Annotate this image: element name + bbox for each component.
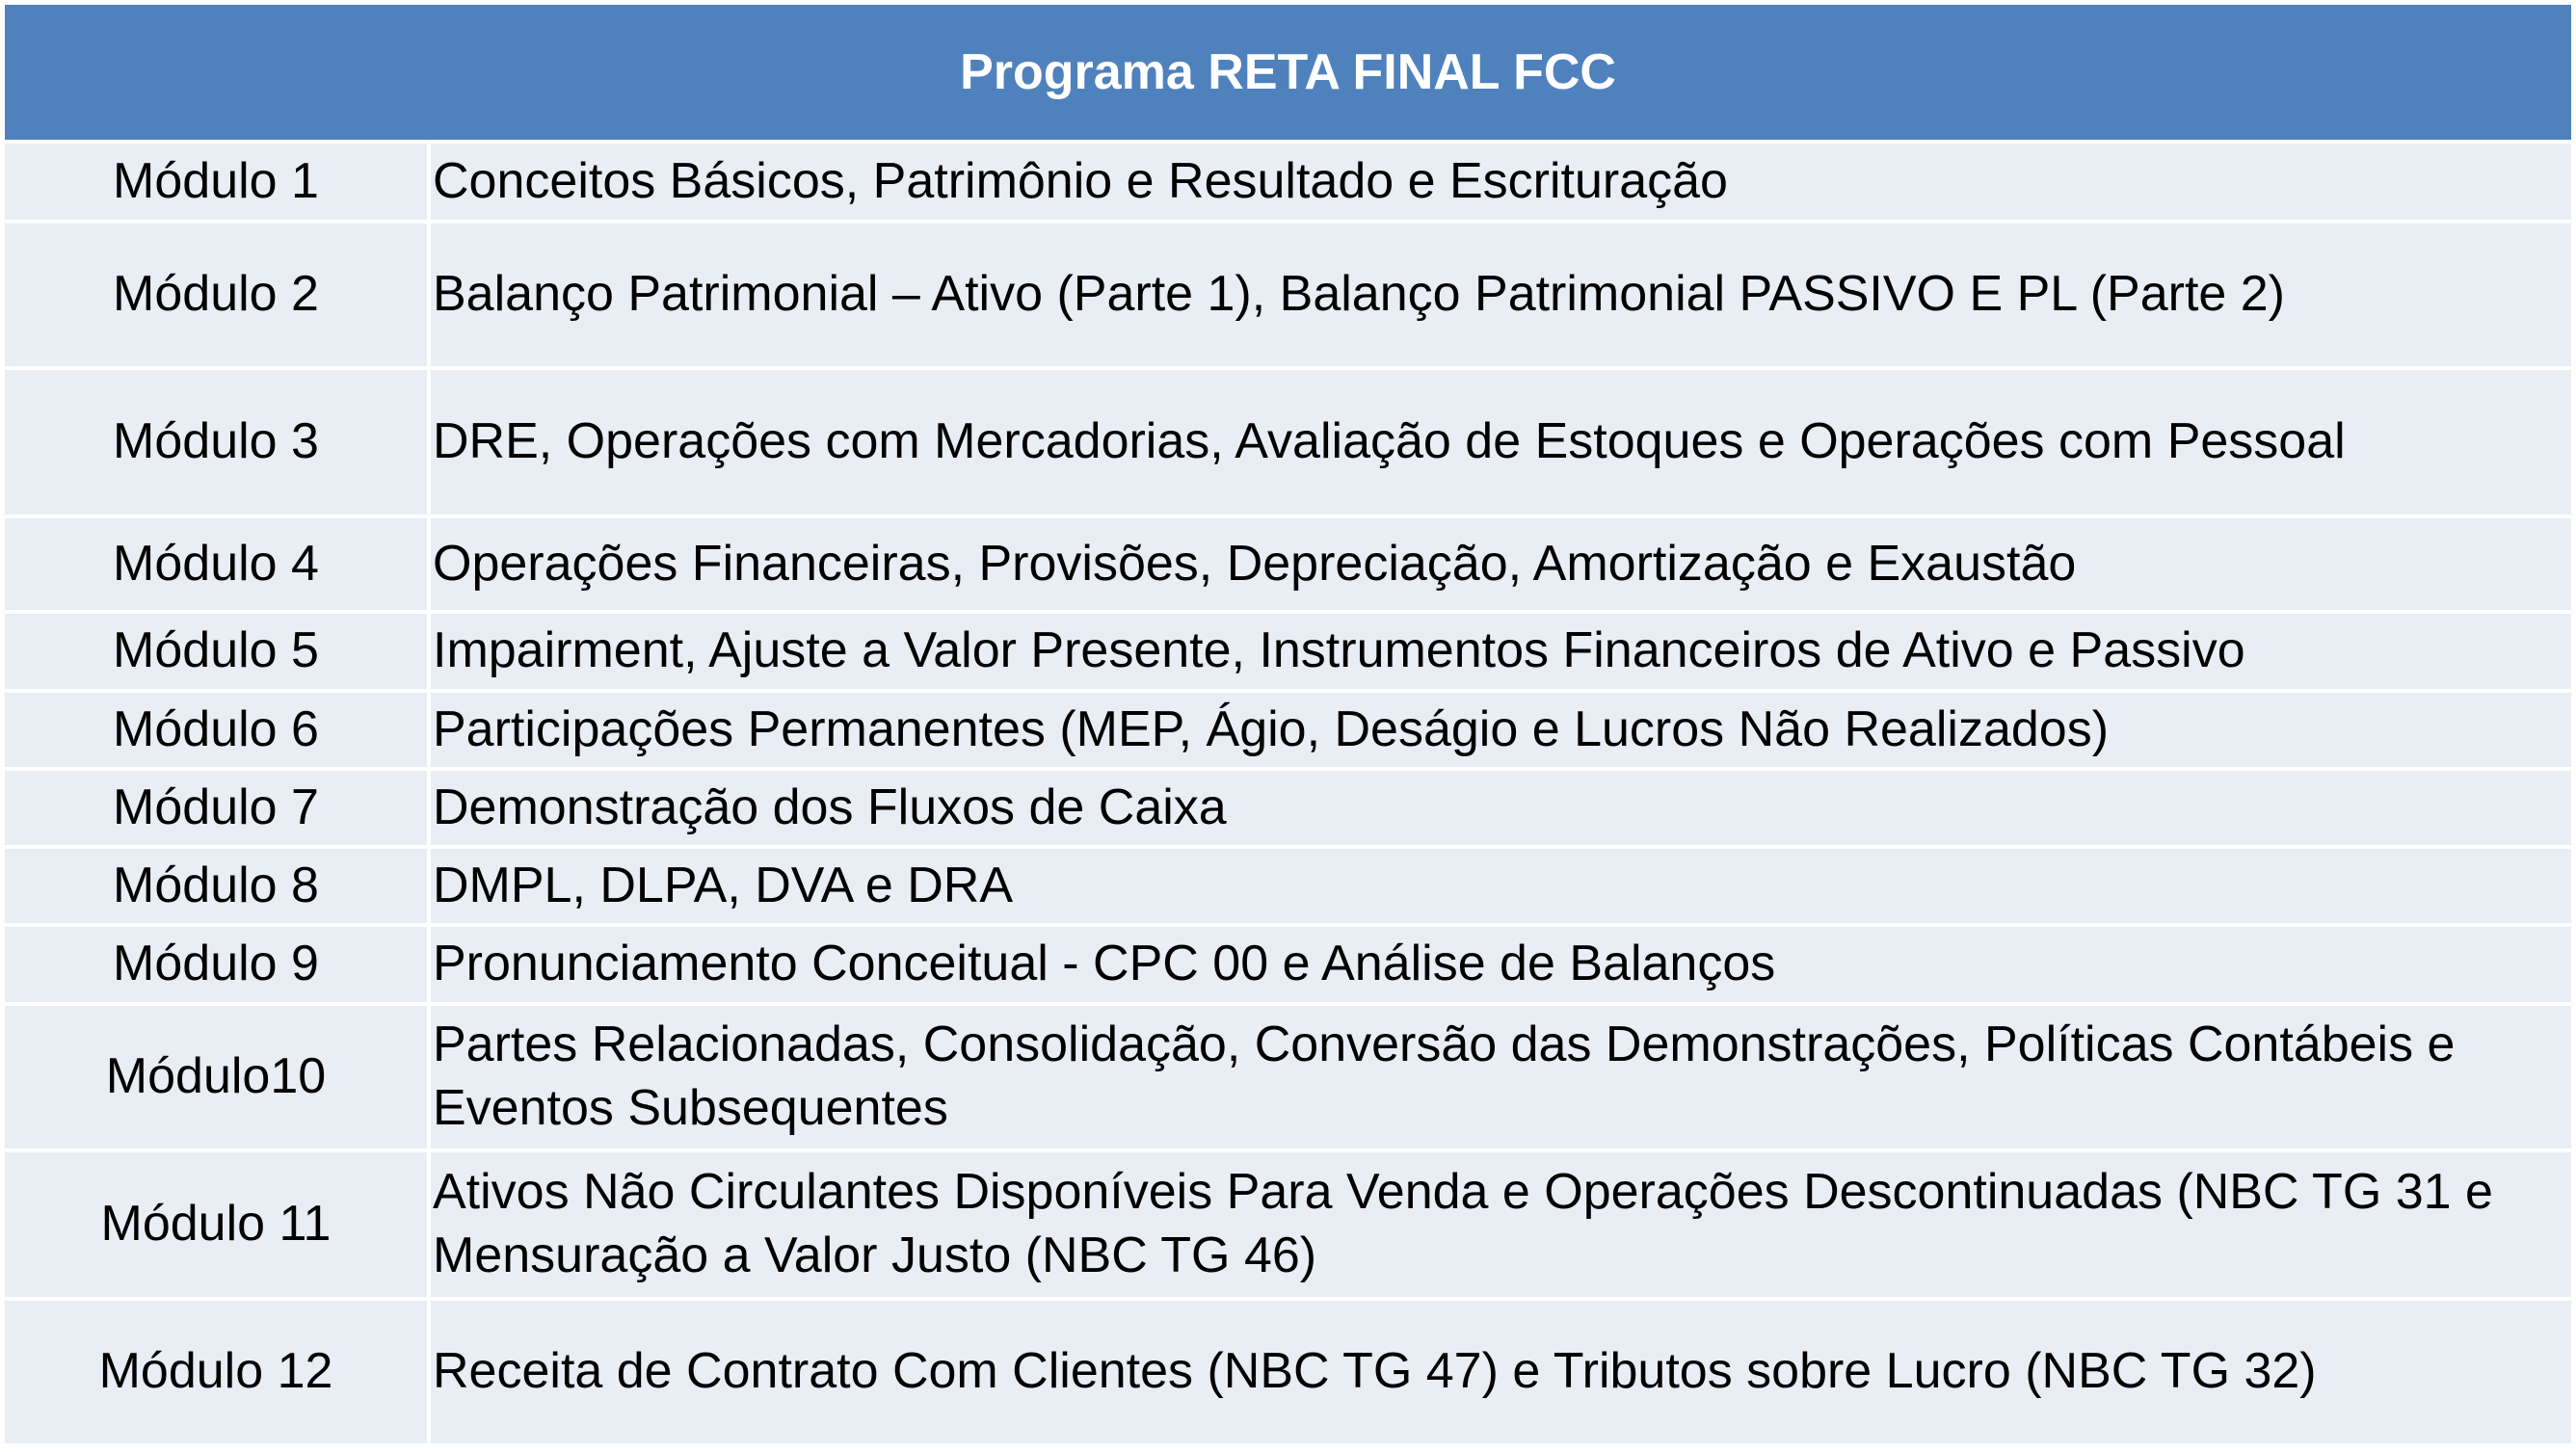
table-title: Programa RETA FINAL FCC xyxy=(5,5,2571,140)
module-label: Módulo 9 xyxy=(5,927,427,1002)
module-label: Módulo 12 xyxy=(5,1301,427,1443)
module-label: Módulo 2 xyxy=(5,224,427,366)
module-label: Módulo 6 xyxy=(5,693,427,767)
module-label: Módulo10 xyxy=(5,1006,427,1148)
module-topics: DMPL, DLPA, DVA e DRA xyxy=(431,849,2571,923)
module-topics: Impairment, Ajuste a Valor Presente, Instrumentos Financeiros de Ativo e Passivo xyxy=(431,614,2571,689)
module-topics: Participações Permanentes (MEP, Ágio, Deságio e Lucros Não Realizados) xyxy=(431,693,2571,767)
module-label: Módulo 7 xyxy=(5,771,427,845)
module-label: Módulo 3 xyxy=(5,370,427,515)
program-table xyxy=(5,5,2571,1447)
module-topics: Ativos Não Circulantes Disponíveis Para Venda e Operações Descontinuadas (NBC TG 31 e Mensuração a Valor Justo (NBC TG 46) xyxy=(431,1152,2571,1297)
module-topics: Demonstração dos Fluxos de Caixa xyxy=(431,771,2571,845)
module-topics: Balanço Patrimonial – Ativo (Parte 1), Balanço Patrimonial PASSIVO E PL (Parte 2) xyxy=(431,224,2571,366)
module-topics: Pronunciamento Conceitual - CPC 00 e Análise de Balanços xyxy=(431,927,2571,1002)
module-topics: Receita de Contrato Com Clientes (NBC TG 47) e Tributos sobre Lucro (NBC TG 32) xyxy=(431,1301,2571,1443)
module-label: Módulo 1 xyxy=(5,144,427,220)
module-label: Módulo 4 xyxy=(5,518,427,610)
module-label: Módulo 11 xyxy=(5,1152,427,1297)
module-topics: Partes Relacionadas, Consolidação, Conversão das Demonstrações, Políticas Contábeis e Eventos Subsequentes xyxy=(431,1006,2571,1148)
module-topics: DRE, Operações com Mercadorias, Avaliação de Estoques e Operações com Pessoal xyxy=(431,370,2571,515)
module-topics: Operações Financeiras, Provisões, Depreciação, Amortização e Exaustão xyxy=(431,518,2571,610)
module-label: Módulo 5 xyxy=(5,614,427,689)
module-label: Módulo 8 xyxy=(5,849,427,923)
module-topics: Conceitos Básicos, Patrimônio e Resultado e Escrituração xyxy=(431,144,2571,220)
